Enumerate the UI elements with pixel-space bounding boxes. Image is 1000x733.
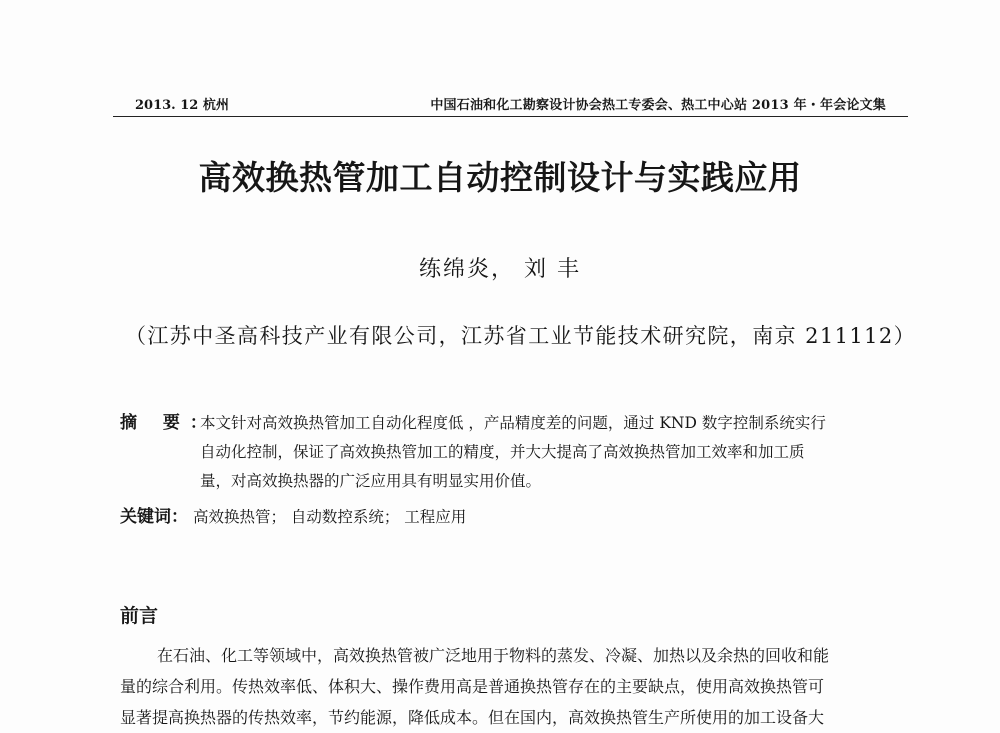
paper-title: 高效换热管加工自动控制设计与实践应用: [198, 158, 802, 197]
paper-authors: 练绵炎， 刘 丰: [419, 257, 581, 282]
paragraph-line: 在石油、化工等领域中，高效换热管被广泛地用于物料的蒸发、冷凝、加热以及余热的回收和能: [157, 646, 830, 665]
section-heading-intro: 前言: [120, 605, 159, 627]
paragraph-line: 显著提高换热器的传热效率，节约能源，降低成本。但在国内，高效换热管生产所使用的加工设备大: [120, 708, 825, 727]
intro-paragraph: [120, 640, 910, 733]
keywords-text: 高效换热管； 自动数控系统； 工程应用: [192, 508, 467, 526]
keywords-label: 关键词：: [120, 507, 188, 527]
running-header: [113, 92, 908, 117]
author-affiliation: （江苏中圣高科技产业有限公司，江苏省工业节能技术研究院，南京 211112）: [125, 324, 917, 348]
abstract-label: 摘 要：: [120, 413, 217, 433]
header-proceedings-title: 中国石油和化工勘察设计协会热工专委会、热工中心站 2013 年・年会论文集: [430, 98, 886, 113]
abstract-line: 自动化控制，保证了高效换热管加工的精度，并大大提高了高效换热管加工效率和加工质: [200, 443, 805, 461]
abstract-text: [200, 409, 900, 496]
paragraph-line: 量的综合利用。传热效率低、体积大、操作费用高是普通换热管存在的主要缺点，使用高效换热管可: [120, 677, 825, 696]
abstract-line: 量，对高效换热器的广泛应用具有明显实用价值。: [200, 472, 542, 490]
keywords-block: [120, 502, 466, 527]
header-date-location: 2013. 12 杭州: [135, 98, 229, 113]
abstract-line: 本文针对高效换热管加工自动化程度低 ，产品精度差的问题，通过 KND 数字控制系统实行: [200, 414, 826, 432]
